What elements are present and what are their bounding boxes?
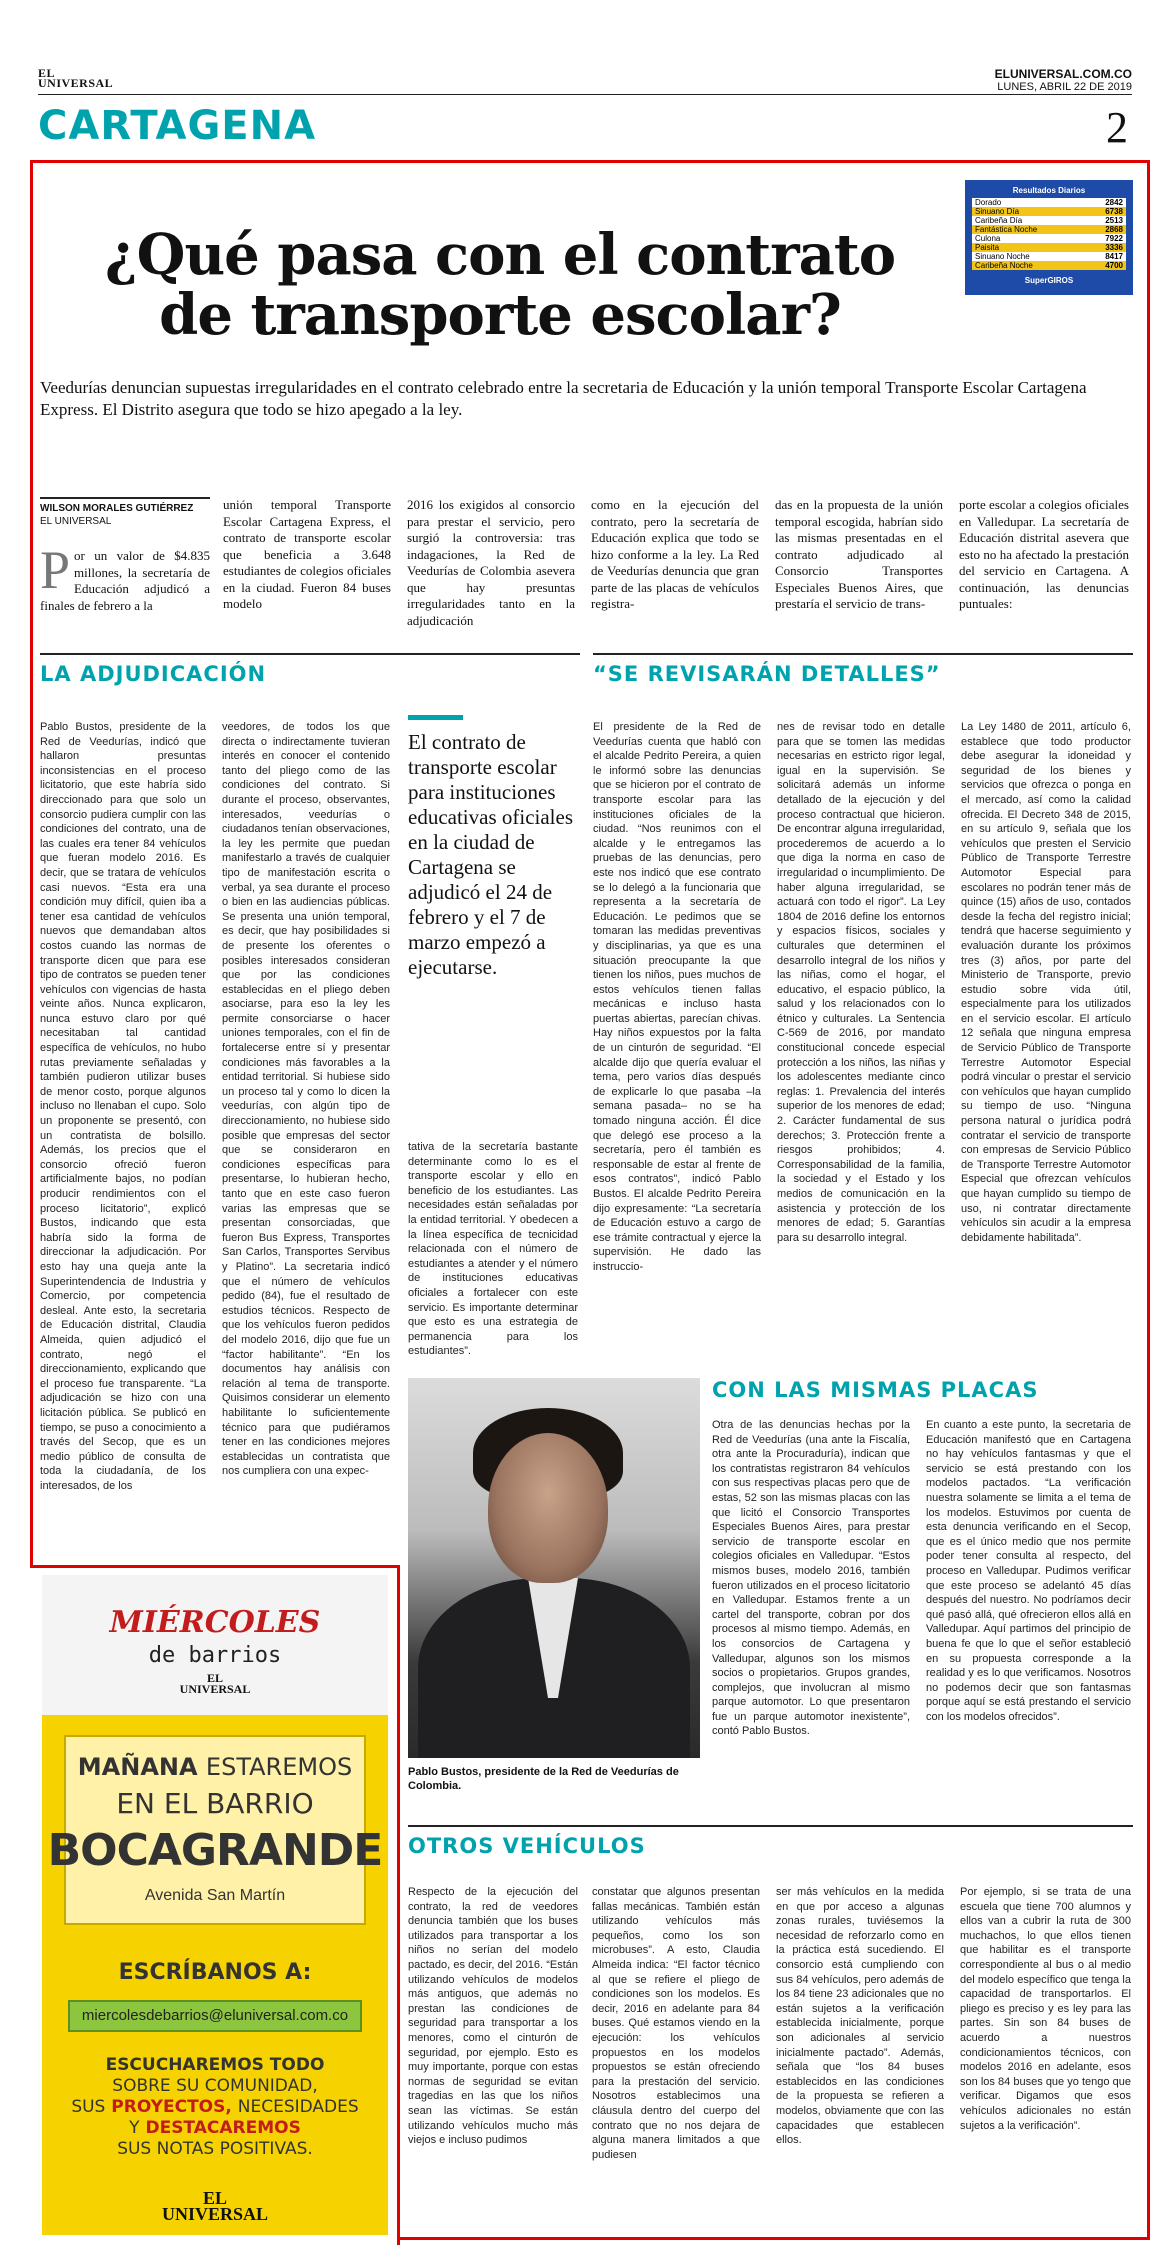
lottery-brand: SuperGIROS: [1024, 276, 1074, 285]
subhead-rule: [408, 1825, 1133, 1827]
pullquote: El contrato de transporte escolar para instituciones educativas oficiales en la ciudad de Cartagena se adjudicó el 24 de febrero y el 7 de marzo empezó a ejecutarse.: [408, 730, 574, 979]
page-number: 2: [1106, 103, 1128, 152]
subhead-revisaran: “SE REVISARÁN DETALLES”: [593, 662, 941, 686]
intro-col-2: unión temporal Transporte Escolar Cartagena Express, el contrato de transporte escolar que beneficia a 3.648 estudiantes de colegios oficiales en la ciudad. Fueron 84 buses modelo: [223, 497, 391, 611]
ad-logo-miercoles: MIÉRCOLES: [109, 1605, 321, 1640]
article-headline: ¿Qué pasa con el contrato de transporte escolar?: [104, 222, 896, 348]
ad-logo-el-universal: EL UNIVERSAL: [179, 1671, 251, 1696]
photo-face: [488, 1433, 608, 1583]
subhead-otros: OTROS VEHÍCULOS: [408, 1834, 646, 1858]
ad-line-avenida: Avenida San Martín: [144, 1887, 286, 1904]
otros-col-1: Respecto de la ejecución del contrato, la red de veedores denuncia también que los buses utilizados para transportar a los niños no serían del modelo pactado, es decir, del 2016. “Están utilizando vehículos de modelos más antiguos, que además no prestan las condiciones de seguridad para transportar a los menores, como el cinturón de seguridad, por ejemplo. Esto es muy importante, porque con estas normas de seguridad se evitan tragedias en las que los niños sean las víctimas. Se están utilizando vehículos mucho más viejos e incluso pudimos: [408, 1886, 578, 2147]
otros-col-3: ser más vehículos en la medida en que por acceso a algunas zonas rurales, tuviésemos la necesidad de reforzarlo como en la práctica está sucediendo. El consorcio está cumpliendo con sus 84 vehículos, pero además de los 84 tiene 23 adicionales que no están sujetos a la verificación establecida inicialmente, porque son adicionales al servicio inicialmente pactado”. Además, señala que “los 84 buses establecidos en las condiciones de la propuesta se refieren a modelos, obviamente que con las capacidades que establecen ellos.: [776, 1886, 944, 2147]
lottery-row: Dorado 2842: [972, 198, 1126, 207]
ad-line-manana: MAÑANA ESTAREMOS: [77, 1753, 353, 1781]
lottery-row: Caribeña Noche 4700: [972, 261, 1126, 270]
masthead-info: [995, 68, 1132, 94]
ad-line-en-el-barrio: EN EL BARRIO: [116, 1787, 314, 1820]
photo-caption: Pablo Bustos, presidente de la Red de Veedurías de Colombia.: [408, 1766, 679, 1792]
article-standfirst: Veedurías denuncian supuestas irregularidades en el contrato celebrado entre la secretaria de Educación y la unión temporal Transporte Escolar Cartagena Express. El Distrito asegura que todo se hizo apegado a la ley.: [40, 378, 1087, 419]
photo-pablo-bustos: [408, 1378, 700, 1758]
revisaran-col-3: La Ley 1480 de 2011, artículo 6, establece que todo productor debe asegurar la idoneidad y seguridad de los bienes y servicios que ofrezca o ponga en el mercado, así como la calidad ofrecida. El Decreto 348 de 2015, en su artículo 9, señala que los vehículos que presten el Servicio Público de Transporte Terrestre Automotor Especial para escolares no podrán tener más de quince (15) años de uso, contados desde la fecha del registro inicial; tendrá que hacerse seguimiento y evaluación durante los próximos tres (3) años, por parte del Ministerio de Transporte, previo estudio sobre vida útil, especialmente para los utilizados en el servicio escolar. El artículo 12 señala que ninguna empresa de Servicio Público de Transporte Terrestre Automotor Especial podrá vincular o prestar el servicio con vehículos que hayan cumplido su tiempo de uso. “Ninguna persona natural o jurídica podrá contratar el servicio de transporte con empresas de Servicio Público de Transporte Terrestre Automotor Especial que ofrezcan vehículos que hayan cumplido su tiempo de uso, ni contratar directamente vehículos sin acudir a la empresa debidamente habilitada”.: [961, 721, 1131, 1244]
lottery-row: Culona 7922: [972, 234, 1126, 243]
ad-line-escribanos: ESCRÍBANOS A:: [118, 1960, 312, 1985]
intro-col-4: como en la ejecución del contrato, pero la secretaría de Educación explica que todo se hizo conforme a la ley. La Red de Veedurías denuncia que gran parte de las placas de vehículos registra-: [591, 497, 759, 611]
subhead-rule: [593, 653, 1133, 655]
lottery-table: [972, 198, 1126, 270]
logo-el: EL: [38, 66, 56, 80]
ad-line-bocagrande: BOCAGRANDE: [47, 1825, 383, 1876]
revisaran-col-1: El presidente de la Red de Veedurías cuenta que habló con el alcalde Pedrito Pereira, a quien le informó sobre las denuncias que se hicieron por el contrato de transporte escolar para las instituciones oficiales de la ciudad. “Nos reunimos con el alcalde y le entregamos las pruebas de las denuncias, pero este nos indicó que ese contrato se lo delegó a la funcionaria que representa a la secretaría de Educación. Le pedimos que se tomaran las medidas preventivas y disciplinarias, ya que es una situación preocupante la que tienen los niños, pues muchos de estos vehículos tienen fallas mecánicas e incluso hasta puertas abiertas, parecían chivas. Hay niños expuestos por la falta de un cinturón de seguridad. “El alcalde dijo que quería evaluar el tema, pero varios días después de explicarle lo que pasaba –la semana pasada– no se ha tomado ninguna acción. Él dice que delegó ese proceso a la secretaría, pero él también es responsable de estar al frente de esos contratos”, indicó Pablo Bustos. El alcalde Pedrito Pereira dijo expresamente: “La secretaría de Educación estuvo a cargo de ese trámite contractual y ejerce la supervisión. He dado las instruccio-: [593, 721, 761, 1273]
lottery-row: Sinuano Día 6738: [972, 207, 1126, 216]
intro-col-6: porte escolar a colegios oficiales en Valledupar. La secretaría de Educación distrital asevera que esto no ha afectado la prestación del servicio en Cartagena. A continuación, las denuncias puntuales:: [959, 497, 1129, 611]
otros-col-2: constatar que algunos presentan fallas mecánicas. También están utilizando vehículos más pequeños, como los son microbuses”. A esto, Claudia Almeida indica: “El factor técnico al que se refiere el pliego de condiciones son los modelos. Es decir, 2016 en adelante para 84 buses. Qué estamos viendo en la ejecución: los vehículos propuestos en los modelos propuestos se están ofreciendo para la prestación del servicio. Nosotros establecimos una cláusula dentro del cuerpo del contrato que no nos dejara de alguna manera limitados a que pudiesen: [592, 1886, 760, 2161]
lottery-row: Sinuano Noche 8417: [972, 252, 1126, 261]
advertisement-miercoles-de-barrios: [42, 1575, 388, 2235]
site-url: ELUNIVERSAL.COM.CO: [994, 67, 1132, 81]
ad-logo-de-barrios: de barrios: [148, 1643, 282, 1668]
lottery-row: Caribeña Día 2513: [972, 216, 1126, 225]
intro-col-3: 2016 los exigidos al consorcio para prestar el servicio, pero surgió la controversia: tras indagaciones, la Red de Veedurías de Colombia asevera que hay presuntas irregularidades tanto en la adjudicación: [407, 497, 575, 628]
otros-col-4: Por ejemplo, si se trata de una escuela que tiene 700 alumnos y ellos van a cubrir la ruta de 300 muchachos, lo que ellos tienen que habilitar es el transporte correspondiente al bus o al medio del modelo específico que tenga la capacidad de transportarlos. El pliego es preciso y es ley para las partes. Sin son 84 buses de acuerdo a nuestros condicionamientos técnicos, con modelos 2016 en adelante, esos son los 84 buses que yo tengo que verificar. Digamos que esos vehículos adicionales no están sujetos a la verificación”.: [960, 1886, 1131, 2132]
ad-bottom-logo: EL UNIVERSAL: [161, 2188, 269, 2224]
lottery-title: Resultados Diarios: [1012, 186, 1086, 195]
adjudicacion-col-2: veedores, de todos los que directa o indirectamente tuvieran interés en conocer el contenido tanto del pliego como de las condiciones del contrato. Si durante el proceso, observantes, interesados, veedurías o ciudadanos tenían observaciones, la ley les permite que puedan manifestarlo a través de cualquier tipo de manifestación escrita o verbal, ya sea durante el proceso o bien en las audiencias públicas. Se presenta una unión temporal, es decir, que hay posibilidades si de presente los oferentes o posibles interesados consideran que por las condiciones establecidas en el pliego deben asociarse, para eso la ley les permite consorciarse o hacer uniones temporales, con el fin de fortalecerse entre sí y presentar condiciones más favorables a la entidad territorial. Si hubiese sido un proceso tal y como lo dicen la veedurías, con algún tipo de direccionamiento, no hubiese sido posible que empresas del sector que se consideraron en condiciones específicas para presentarse, lo hubieran hecho, tanto que en este caso fueron varias las empresas que se presentan consorciadas, que fueron Bus Express, Transportes San Carlos, Transportes Servibus y Platino”. La secretaria indicó que el número de vehículos pedido (84), fue el resultado de estudios técnicos. Respecto de que los vehículos fueron pedidos del modelo 2016, dijo que fue un “factor habilitante”. “En los documentos hay análisis con relación al tema de transporte. Quisimos considerar un elemento habilitante lo suficientemente técnico para que pudiéramos tener en las condiciones mejores establecidas un contratista que nos cumpliera con una expec-: [222, 721, 390, 1478]
section-title: CARTAGENA: [38, 103, 317, 149]
subhead-placas: CON LAS MISMAS PLACAS: [712, 1378, 1039, 1402]
author-outlet: EL UNIVERSAL: [40, 516, 112, 527]
byline: [40, 497, 210, 528]
adjudicacion-col-3: tativa de la secretaría bastante determinante como lo es el transporte escolar y ello en beneficio de los estudiantes. Las necesidades están señaladas por la entidad territorial. Y obedecen a la línea específica de tecnicidad relacionada con el número de estudiantes a atender y el número de instituciones educativas oficiales a fortalecer con este servicio. Es importante determinar que esto es una estrategia de permanencia para los estudiantes”.: [408, 1141, 578, 1358]
top-rule: [38, 94, 1132, 95]
ad-line-escucharemos: ESCUCHAREMOS TODO SOBRE SU COMUNIDAD, SUS PROYECTOS, NECESIDADES Y DESTACAREMOS SUS NOTAS POSITIVAS.: [71, 2055, 359, 2159]
pullquote-bar: [408, 715, 463, 720]
intro-col-1: Por un valor de $4.835 millones, la secretaría de Educación adjudicó a finales de febrero a la: [40, 540, 210, 613]
drop-cap: P: [40, 540, 71, 600]
lottery-row: Paisita 3336: [972, 243, 1126, 252]
subhead-adjudicacion: LA ADJUDICACIÓN: [40, 662, 267, 686]
adjudicacion-col-1: Pablo Bustos, presidente de la Red de Veedurías, indicó que hallaron presuntas inconsistencias en el proceso licitatorio, que este habría sido direccionado para que solo un consorcio pudiera cumplir con las condiciones del contrato, una de las cuales era tener 84 vehículos que fueran modelo 2016. Es decir, que se tratara de vehículos casi nuevos. “Esta era una condición muy difícil, quien iba a tener esa cantidad de vehículos nuevos que demandaban altos costos cuando las normas de transporte dicen que para ese tipo de contratos se pueden tener vehículos con vigencias de hasta veinte años. Nunca explicaron, nunca estuvo claro por qué necesitaban tal cantidad específica de vehículos, no hubo rutas previamente señaladas y también pudieron utilizar buses de menor costo, porque algunos incluso no llenaban el cupo. Solo un proponente se presentó, con un contratista de bolsillo. Además, los precios que el consorcio ofreció fueron artificialmente bajos, no podían producir rendimientos con el proceso licitatorio”, explicó Bustos, indicando que esta habría sido la forma de direccionar la adjudicación. Por esto hay una queja ante la Superintendencia de Industria y Comercio, por competencia desleal. Ante esto, la secretaria de Educación distrital, Claudia Almeida, quien adjudicó el contrato, negó el direccionamiento, explicando que el proceso fue transparente. “La adjudicación se hizo con una licitación pública. Se publicó en tiempo, se puso a conocimiento a través del Secop, que es un medio público de consulta de toda la ciudadanía, de los interesados, de los: [40, 721, 206, 1492]
masthead-logo: [38, 68, 113, 88]
ad-email[interactable]: miercolesdebarrios@eluniversal.com.co: [68, 2000, 362, 2032]
intro-col-5: das en la propuesta de la unión temporal escogida, habrían sido las mismas presentadas en el contrato adjudicado al Consorcio Transportes Especiales Buenos Aires, que prestaría el servicio de trans-: [775, 497, 943, 611]
subhead-rule: [40, 653, 580, 655]
lottery-results-box: [965, 180, 1133, 295]
placas-col-2: En cuanto a este punto, la secretaria de Educación manifestó que en Cartagena no hay vehículos fantasmas y que el servicio se está prestando con los modelos pactados. “La verificación nuestra solamente se limita a el tema de los modelos. Estuvimos por cuenta de esta denuncia verificando en el Secop, que es el único medio que nos permite poder tener consulta al respecto, del proceso en Valledupar. Pudimos verificar que este proceso se adelantó 45 días después del nuestro. No podríamos decir qué pasó allá, qué ofrecieron ellos allá en Valledupar. Aquí partimos del principio de buena fe que lo que el señor estableció en su propuesta corresponde a la realidad y es lo que verificamos. Nosotros no podemos decir que son fantasmas porque aquí se está prestando el servicio con los modelos ofrecidos”.: [926, 1419, 1131, 1723]
lottery-row: Fantástica Noche 2868: [972, 225, 1126, 234]
issue-date: LUNES, ABRIL 22 DE 2019: [997, 81, 1132, 93]
revisaran-col-2: nes de revisar todo en detalle para que se tomen las medidas necesarias en estricto rigor legal, igual en la supervisión. Se solicitará además un informe detallado de la ejecución y del proceso contractual que hicieron. De encontrar alguna irregularidad, procederemos de acuerdo a lo que diga la norma en caso de irregularidad o incumplimiento. De haber alguna irregularidad, se actuará con todo el rigor”. La Ley 1804 de 2016 define los entornos y espacios físicos, sociales y culturales que determinen el desarrollo integral de los niños y las niñas, como el hogar, el educativo, el espacio público, la salud y los relacionados con lo étnico y culturales. La Sentencia C-569 de 2016, por mandato constitucional concede especial protección a los niños, las niñas y los adolescentes mediante cinco reglas: 1. Prevalencia del interés superior de los menores de edad; 2. Carácter fundamental de sus derechos; 3. Protección frente a riesgos prohibidos; 4. Corresponsabilidad de la familia, la sociedad y el Estado y los medios de comunicación en la asistencia y protección de los menores de edad; 5. Garantías para su desarrollo integral.: [777, 721, 945, 1244]
author-name: WILSON MORALES GUTIÉRREZ: [40, 503, 194, 514]
logo-universal: UNIVERSAL: [38, 76, 114, 90]
placas-col-1: Otra de las denuncias hechas por la Red de Veedurías (una ante la Fiscalía, otra ante la Procuraduría), indican que los contratistas registraron 84 vehículos con sus respectivas placas pero que de estas, 52 son las mismas placas con las que licitó el Consorcio Transportes Especiales Buenos Aires, para prestar servicio de transporte escolar en colegios oficiales en Valledupar. “Estos mismos buses, modelo 2016, también fueron utilizados en el proceso licitatorio en Valledupar. Estamos frente a un cartel del transporte, cobran por dos procesos al mismo tiempo. Además, en los consorcios de Cartagena y Valledupar, algunos son los mismos socios o propietarios. Grupos grandes, complejos, que involucran al mismo parque automotor. Lo que presentaron fue un parque automotor inexistente”, contó Pablo Bustos.: [712, 1419, 910, 1738]
